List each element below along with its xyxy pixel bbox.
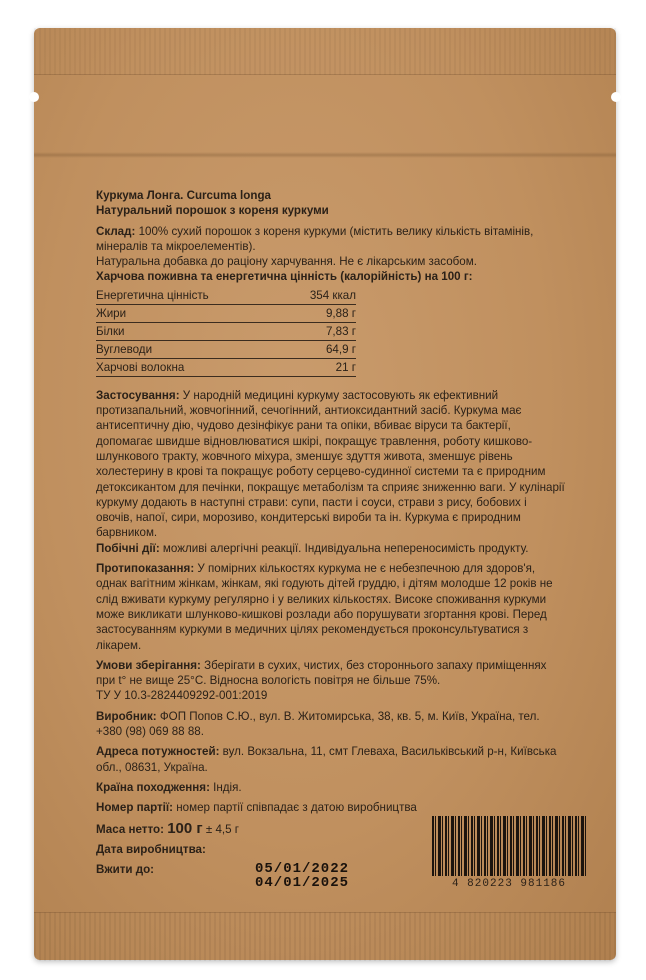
nutrition-row bbox=[96, 323, 356, 341]
nutrition-name: Білки bbox=[96, 324, 125, 338]
product-label bbox=[96, 188, 566, 877]
country-of-origin bbox=[96, 780, 566, 795]
manufacturer bbox=[96, 709, 566, 740]
nutrition-table bbox=[96, 287, 356, 377]
mass-value: 100 г bbox=[167, 819, 203, 837]
barcode-bars bbox=[432, 816, 586, 876]
mass-tolerance: ± 4,5 г bbox=[205, 822, 240, 836]
production-date-value: 05/01/2022 bbox=[255, 861, 350, 877]
bottom-seal bbox=[34, 912, 616, 961]
product-title bbox=[96, 188, 566, 203]
zip-lock-line bbox=[34, 152, 616, 158]
side-effects-label: Побічні дії: bbox=[96, 541, 160, 555]
origin-text: Індія. bbox=[213, 780, 242, 794]
best-before-value: 04/01/2025 bbox=[255, 875, 350, 891]
best-before-label: Вжити до: bbox=[96, 863, 155, 877]
batch-label: Номер партії: bbox=[96, 801, 174, 815]
composition-text: 100% сухий порошок з кореня куркуми (містить велику кількість вітамінів, мінералів та мікроелементів). bbox=[96, 224, 534, 253]
nutrition-value: 7,83 г bbox=[325, 324, 356, 338]
nutrition-name: Жири bbox=[96, 306, 127, 320]
contraindications-text: У помірних кількостях куркума не є небезпечною для здоров'я, однак вагітним жінкам, жінкам, які годують дітей груддю, і дітям молодше 12 років не слід вживати куркуму регулярно і у великих кількостях. Високе споживання куркуми може викликати шлунково-кишкові розлади або порушувати згортання крові. Перед застосуванням куркуми в медичних цілях рекомендується проконсультуватися з лікарем. bbox=[96, 562, 553, 652]
nutrition-name: Харчові волокна bbox=[96, 360, 185, 374]
nutrition-row bbox=[96, 305, 356, 323]
nutrition-name: Енергетична цінність bbox=[96, 288, 209, 302]
supplement-note: Натуральна добавка до раціону харчування. Не є лікарським засобом. bbox=[96, 255, 477, 269]
usage bbox=[96, 388, 566, 541]
production-date-label: Дата виробництва: bbox=[96, 842, 206, 856]
nutrition-value: 354 ккал bbox=[309, 288, 356, 302]
manufacturer-label: Виробник: bbox=[96, 709, 157, 723]
storage-label: Умови зберігання: bbox=[96, 658, 201, 672]
side-effects-text: можливі алергічні реакції. Індивідуальна непереносимість продукту. bbox=[162, 541, 529, 555]
nutrition-row bbox=[96, 341, 356, 359]
storage-text: Зберігати в сухих, чистих, без стороннього запаху приміщеннях при t° не вище 25°С. Відносна вологість повітря не більше 75%. bbox=[96, 658, 547, 688]
tear-notch-left bbox=[29, 92, 39, 102]
barcode bbox=[432, 816, 586, 898]
tear-notch-right bbox=[611, 92, 621, 102]
origin-label: Країна походження: bbox=[96, 780, 210, 794]
usage-text: У народній медицині куркуму застосовують як ефективний протизапальний, жовчогінний, сечогінний, антиоксидантний засіб. Куркума має антисептичну дію, чудово дезінфікує рани та опіки, вбиває віруси та бактерії, допомагає швидше відновлюватися шкірі, покращує травлення, роботу кишково-шлункового тракту, жовчного міхура, зменшує здуття живота, зменшує рівень холестерину в крові та покращує роботу серцево-судинної системи та є природним детоксикантом для печінки, покращує метаболізм та сприяє зниженню ваги. У кулінарії куркуму додають в наступні страви: супи, пасти і соуси, страви з рису, бобових і овочів, напої, сири, морозиво, кондитерські вироби та ін. Куркума є природним барвником. bbox=[96, 388, 565, 540]
manufacturer-text: ФОП Попов С.Ю., вул. В. Житомирська, 38, кв. 5, м. Київ, Україна, тел. +380 (98) 069 88 88. bbox=[96, 709, 540, 739]
standard-code: ТУ У 10.3-2824409292-001:2019 bbox=[96, 689, 268, 703]
nutrition-name: Вуглеводи bbox=[96, 342, 153, 356]
facility-address bbox=[96, 744, 566, 775]
product-subtitle: Натуральний порошок з кореня куркуми bbox=[96, 204, 329, 218]
facility-text: вул. Вокзальна, 11, смт Глеваха, Васильківський р-н, Київська обл., 08631, Україна. bbox=[96, 745, 557, 774]
nutrition-row bbox=[96, 359, 356, 377]
nutrition-value: 21 г bbox=[335, 360, 356, 374]
mass-label: Маса нетто: bbox=[96, 822, 164, 836]
nutrition-heading: Харчова поживна та енергетична цінність (калорійність) на 100 г: bbox=[96, 270, 473, 284]
nutrition-value: 64,9 г bbox=[325, 342, 356, 356]
top-seal bbox=[34, 28, 616, 75]
side-effects bbox=[96, 541, 566, 556]
product-name: Куркума Лонга. Curcuma longa bbox=[96, 189, 271, 202]
nutrition-value: 9,88 г bbox=[325, 306, 356, 320]
barcode-number: 4 820223 981186 bbox=[451, 878, 567, 890]
date-stamp bbox=[255, 862, 349, 890]
batch-number bbox=[96, 800, 566, 815]
usage-label: Застосування: bbox=[96, 388, 180, 402]
contraindications-label: Протипоказання: bbox=[96, 562, 195, 576]
facility-label: Адреса потужностей: bbox=[96, 745, 220, 759]
contraindications bbox=[96, 561, 566, 653]
storage bbox=[96, 658, 566, 689]
composition-label: Склад: bbox=[96, 224, 136, 238]
nutrition-row bbox=[96, 287, 356, 305]
batch-text: номер партії співпадає з датою виробництва bbox=[176, 801, 417, 815]
composition bbox=[96, 224, 566, 255]
